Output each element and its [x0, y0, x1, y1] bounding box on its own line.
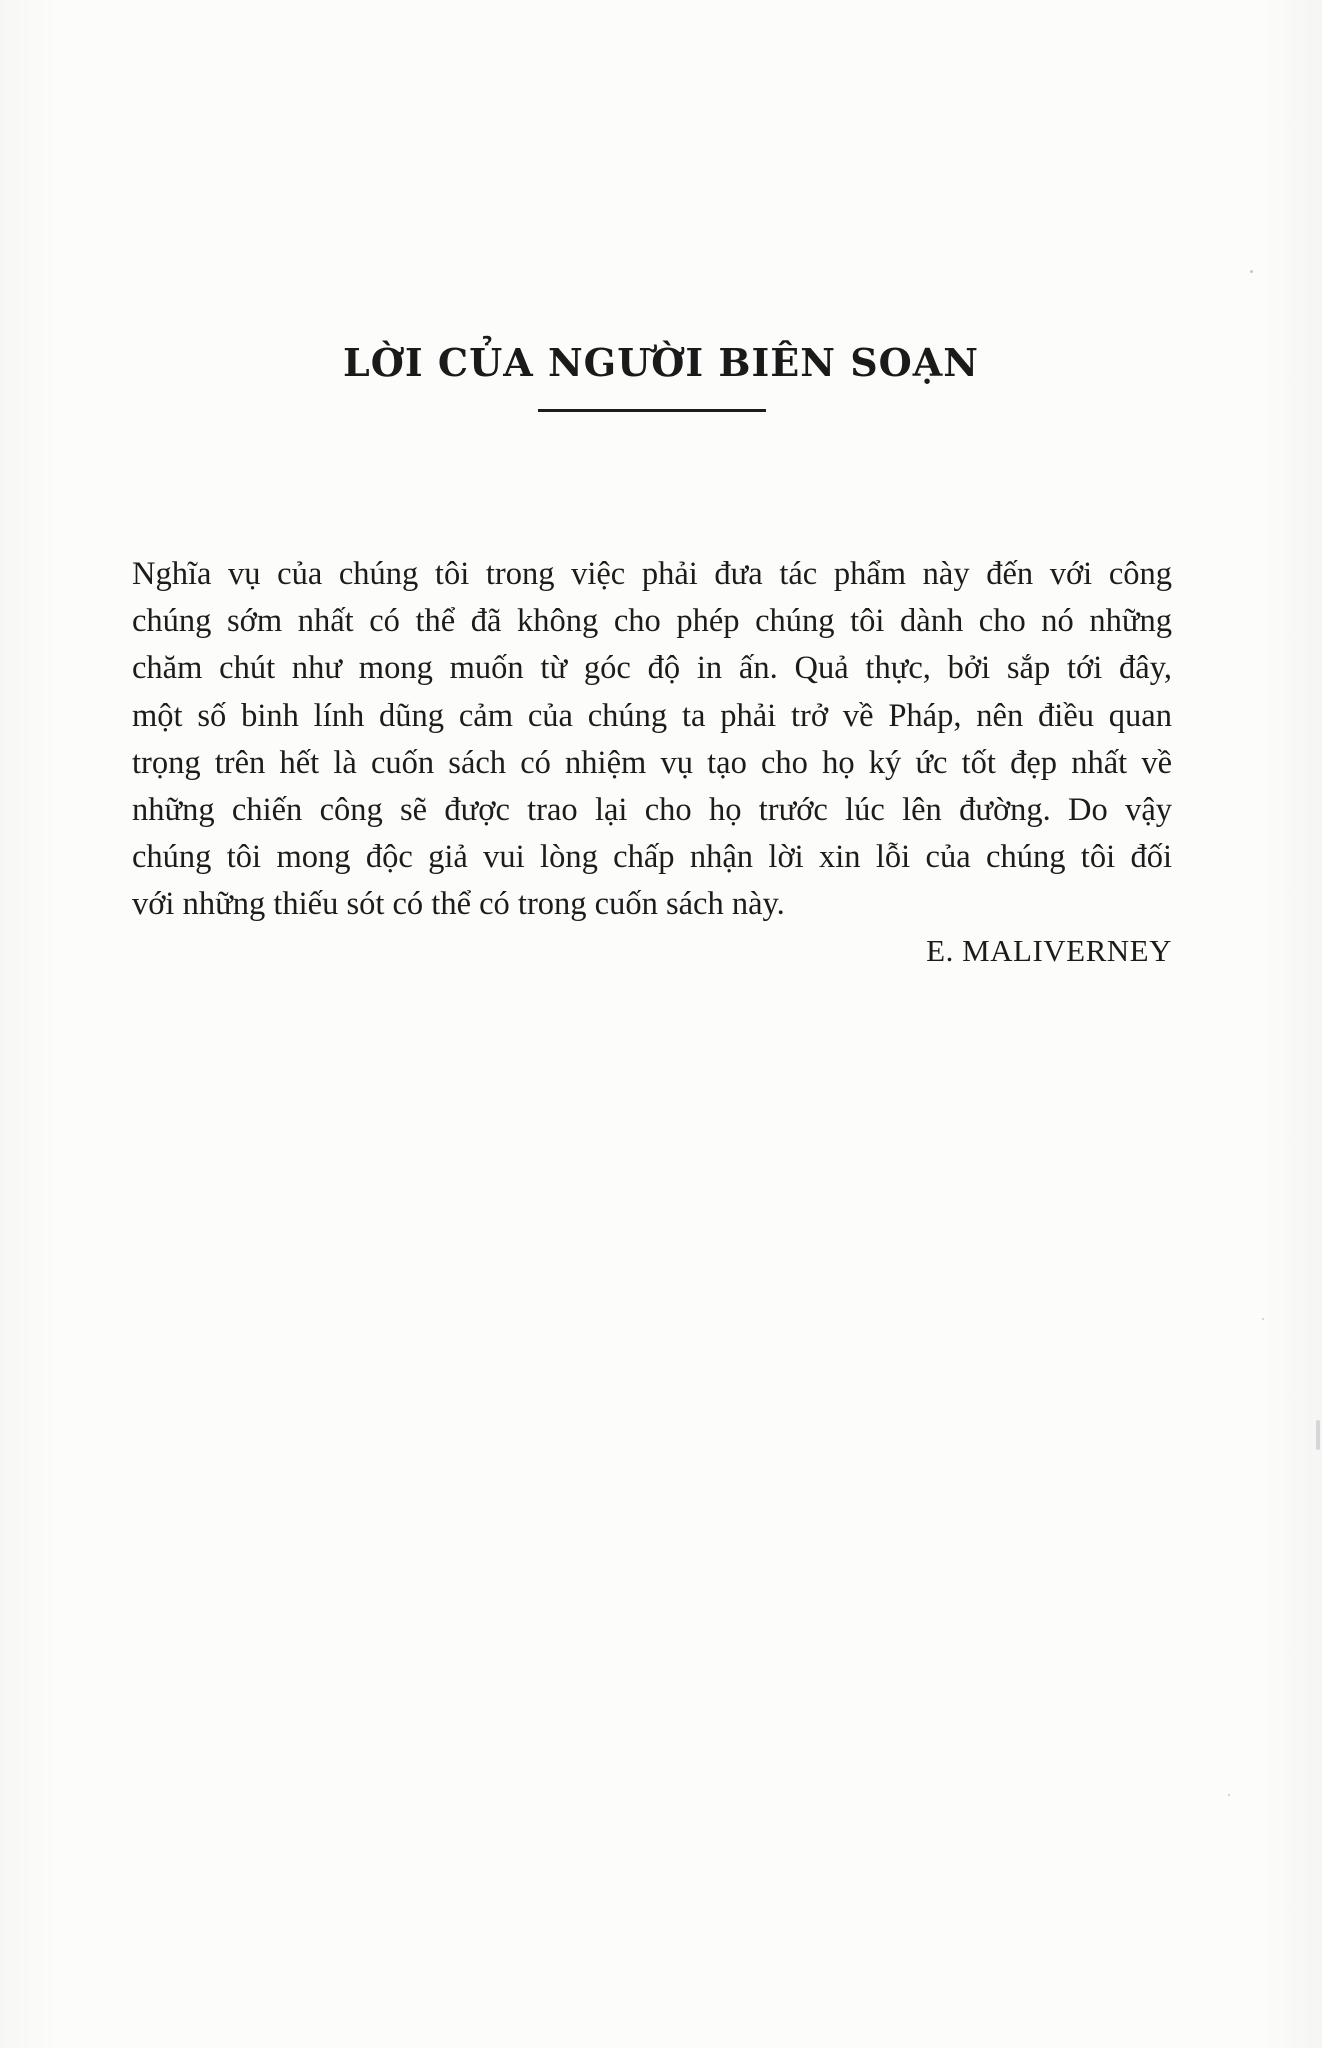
author-signature: E. MALIVERNEY	[926, 933, 1172, 968]
paragraph-line: chúng tôi mong độc giả vui lòng chấp nhận lời xin lỗi của chúng tôi đối	[132, 839, 1172, 876]
heading-underline	[538, 409, 766, 412]
page-heading: LỜI CỦA NGƯỜI BIÊN SOẠN	[343, 340, 979, 385]
scan-speck	[1316, 1420, 1320, 1450]
paragraph-line: với những thiếu sót có thể có trong cuốn sách này.	[132, 886, 785, 923]
scan-speck	[1262, 1318, 1264, 1320]
paragraph-line: Nghĩa vụ của chúng tôi trong việc phải đưa tác phẩm này đến với công	[132, 556, 1172, 592]
scan-speck	[1228, 1794, 1230, 1796]
paragraph-line: một số binh lính dũng cảm của chúng ta phải trở về Pháp, nên điều quan	[132, 697, 1172, 734]
paragraph-line: những chiến công sẽ được trao lại cho họ trước lúc lên đường. Do vậy	[132, 791, 1172, 828]
paragraph-line: chúng sớm nhất có thể đã không cho phép chúng tôi dành cho nó những	[132, 603, 1172, 640]
paragraph-line: trọng trên hết là cuốn sách có nhiệm vụ tạo cho họ ký ức tốt đẹp nhất về	[132, 744, 1172, 781]
scan-speck	[1250, 270, 1253, 273]
preface-paragraph	[132, 551, 1172, 929]
paragraph-line: chăm chút như mong muốn từ góc độ in ấn. Quả thực, bởi sắp tới đây,	[132, 650, 1172, 687]
